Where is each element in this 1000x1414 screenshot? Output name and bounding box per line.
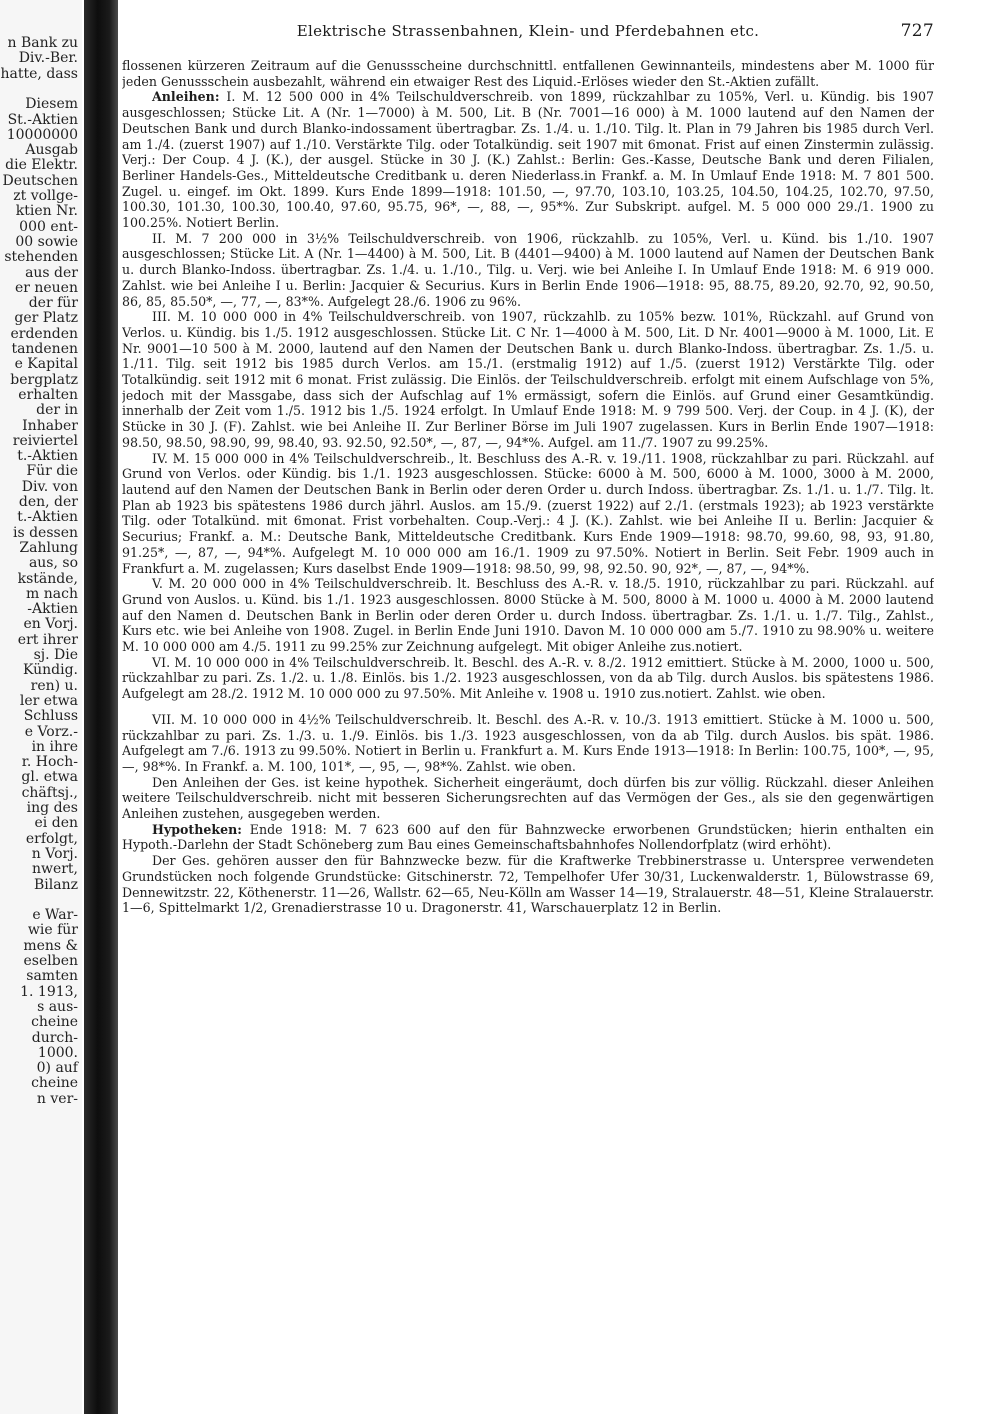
paragraph-text: V. M. 20 000 000 in 4% Teilschuldverschreib. lt. Beschluss des A.-R. v. 18./5. 1910, rückzahlbar zu pari. Rückzahl. auf Grund von Auslos. u. Künd. bis 1./1. 1923 ausgeschlossen. 8000 Stücke à M. 500, 8000 à M. 1000 u. 4000 à M. 2000 lautend auf den Namen d. Deutschen Bank in Berlin oder deren Order u. durch Indoss. übertragbar. Zs. 1./1. u. 1./7. Tilg., Zahlst., Kurs etc. wie bei Anleihe von 1908. Zugel. in Berlin Ende Juni 1910. Davon M. 10 000 000 am 5./7. 1910 zu 98.90% u. weitere M. 10 000 000 am 4./5. 1911 zu 99.25% zur Zeichnung aufgelegt. Mit obiger Anleihe zus.notiert.	[122, 576, 934, 655]
document-page	[122, 16, 934, 1396]
margin-fragment-line: in ihre	[31, 738, 78, 755]
margin-fragment-line: reiviertel	[12, 432, 78, 449]
margin-fragment-line: e War-	[32, 907, 78, 924]
margin-fragment-line: is dessen	[12, 524, 78, 541]
margin-fragment-line: Für die	[26, 463, 78, 480]
paragraph-text: flossenen kürzeren Zeitraum auf die Genussscheine durchschnittl. entfallenen Gewinnanteils, mindestens aber M. 1000 für jeden Genussschein ausbezahlt, während ein etwaiger Rest des Liquid.-Erlöses wieder den St.-Aktien zufällt.	[122, 58, 934, 89]
paragraph	[122, 853, 934, 916]
paragraph-text: I. M. 12 500 000 in 4% Teilschuldverschreib. von 1899, rückzahlbar zu 105%, Verl. u. Kündig. bis 1907 ausgeschlossen; Stücke Lit. A (Nr. 1—7000) à M. 500, Lit. B (Nr. 7001—16 000) à M. 1000 lautend auf den Namen der Deutschen Bank und durch Blanko-indossament übertragbar. Zs. 1./4. u. 1./10. Tilg. lt. Plan in 79 Jahren bis 1985 durch Verl. am 1./4. (zuerst 1907) auf 1./10. Verstärkte Tilg. oder Totalkündig. seit 1907 mit 6monat. Frist auf einen Zinstermin zulässig. Verj.: Der Coup. 4 J. (K.), der ausgel. Stücke in 30 J. (K.) Zahlst.: Berlin: Ges.-Kasse, Deutsche Bank und deren Filialen, Berliner Handels-Ges., Mitteldeutsche Creditbank u. deren Niederlass.in Frankf. a. M. In Umlauf Ende 1918: M. 7 801 500. Zugel. u. eingef. im Okt. 1899. Kurs Ende 1899—1918: 101.50, —, 97.70, 103.10, 103.25, 104.50, 104.25, 102.70, 97.50, 100.30, 101.30, 100.30, 100.40, 97.60, 95.75, 96*, —, 88, —, 95*%. Zur Subskript. aufgel. M. 5 000 000 29./1. 1900 zu 100.25%. Notiert Berlin.	[122, 89, 934, 231]
margin-fragment-line: zt vollge-	[13, 188, 78, 204]
margin-fragment-line: er neuen	[14, 279, 78, 296]
margin-fragment-line: m nach	[26, 585, 78, 602]
margin-fragment-line: erdenden	[10, 325, 78, 342]
paragraph	[122, 89, 934, 230]
margin-fragment-line: erfolgt,	[25, 830, 78, 847]
paragraph	[122, 775, 934, 822]
paragraph-text: Ende 1918: M. 7 623 600 auf den für Bahnzwecke erworbenen Grundstücken; hierin enthalten ein Hypoth.-Darlehn der Stadt Schöneberg zum Bau eines Gemeinschaftsbahnhofes Nollendorfplatz (wird erhöht).	[122, 821, 934, 853]
paragraph	[122, 231, 934, 310]
margin-fragment-line: durch-	[31, 1029, 78, 1046]
paragraph-text: VII. M. 10 000 000 in 4½% Teilschuldverschreib. lt. Beschl. des A.-R. v. 10./3. 1913 emittiert. Stücke à M. 1000 u. 500, rückzahlbar zu pari. Zs. 1./3. u. 1./9. Einlös. bis 1./3. 1923 ausgeschlossen, von da ab Tilg. durch Auslos. bis spät. 1986. Aufgelegt am 7./6. 1913 zu 99.50%. Notiert in Berlin u. Frankfurt a. M. Kurs Ende 1913—1918: In Berlin: 100.75, 100*, —, 95, —, 98*%. In Frankf. a. M. 100, 101*, —, 95, —, 98*%. Zahlst. wie oben.	[122, 711, 934, 774]
paragraph	[122, 712, 934, 775]
margin-fragment-line: samten	[26, 968, 78, 985]
margin-fragment-line: 10000000	[6, 126, 78, 143]
running-head-title: Elektrische Strassenbahnen, Klein- und Pferdebahnen etc.	[296, 22, 760, 40]
adjacent-page-fragment	[0, 0, 82, 1414]
margin-fragment-line: -Aktien	[27, 601, 78, 618]
margin-fragment-line: ktien Nr.	[15, 203, 78, 220]
paragraph-text: IV. M. 15 000 000 in 4% Teilschuldverschreib., lt. Beschluss des A.-R. v. 19./11. 1908, rückzahlbar zu pari. Rückzahl. auf Grund von Verlos. oder Kündig. bis 1./1. 1923 ausgeschlossen. Stücke: 6000 à M. 500, 6000 à M. 1000, 3000 à M. 2000, lautend auf den Namen der Deutschen Bank in Berlin oder deren Order u. durch Indoss. übertragbar. Zs. 1./1. u. 1./7. Tilg. lt. Plan ab 1923 bis spätestens 1986 durch jährl. Auslos. am 15./9. (zuerst 1922) auf 2./1. (erstmals 1923); ab 1923 verstärkte Tilg. oder Totalkünd. mit 6monat. Frist vorbehalten. Coup.-Verj.: 4 J. (K.). Zahlst. wie bei Anleihe II u. Berlin: Jacquier & Securius; Frankf. a. M.: Deutsche Bank, Mitteldeutsche Creditbank. Kurs Ende 1909—1918: 98.70, 99.60, 98, 93, 91.80, 91.25*, —, 87, —, 94*%. Aufgelegt M. 10 000 000 am 16./1. 1909 zu 97.50%. Notiert in Berlin. Seit Febr. 1909 auch in Frankfurt a. M. zugelassen; Kurs daselbst Ende 1909—1918: 98.50, 99, 98, 92.50. 90, 92*, —, 87, —, 94*%.	[122, 450, 934, 576]
margin-fragment-line: stehenden	[4, 249, 78, 266]
margin-fragment-line: 00 sowie	[15, 233, 78, 250]
margin-fragment-line: n ver-	[36, 1090, 78, 1107]
margin-fragment-line: die Elektr.	[5, 157, 78, 174]
section-lead: Anleihen:	[152, 89, 220, 105]
margin-fragment-line: aus der	[25, 264, 78, 281]
margin-fragment-line: 0) auf	[36, 1060, 78, 1077]
margin-fragment-line: 1. 1913,	[20, 983, 78, 1000]
margin-fragment-line: cheine	[31, 1014, 78, 1031]
margin-fragment-line: s aus-	[37, 998, 78, 1015]
margin-fragment-line: Deutschen	[2, 172, 78, 189]
margin-fragment-line: r. Hoch-	[21, 754, 78, 771]
paragraph-text: Den Anleihen der Ges. ist keine hypothek. Sicherheit eingeräumt, doch dürfen bis zur völlig. Rückzahl. dieser Anleihen weitere Teilschuldverschreib. nicht mit besseren Sicherungsrechten auf das Vermögen der Ges., als sie den gegenwärtigen Anleihen zustehen, ausgegeben werden.	[122, 774, 934, 822]
margin-fragment-line: n Bank zu	[7, 35, 78, 51]
paragraph	[122, 451, 934, 577]
paragraph	[122, 58, 934, 89]
margin-fragment-line: ert ihrer	[17, 631, 78, 648]
margin-fragment-line: tandenen	[11, 341, 78, 357]
margin-fragment-line: t.-Aktien	[17, 448, 78, 465]
margin-fragment-line: chäftsj.,	[21, 784, 78, 801]
margin-fragment-line: der in	[36, 402, 78, 419]
margin-fragment-line: 000 ent-	[19, 218, 78, 235]
margin-fragment-line: ler etwa	[19, 692, 78, 709]
body-text	[122, 58, 934, 916]
margin-fragment-line: ger Platz	[14, 310, 78, 327]
paragraph	[122, 309, 934, 450]
margin-fragment-line: der für	[28, 295, 78, 312]
book-gutter	[84, 0, 118, 1414]
margin-fragment-line: e Kapital	[14, 356, 78, 373]
margin-fragment-line: erhalten	[18, 386, 78, 403]
margin-fragment-line: ing des	[26, 800, 78, 816]
margin-fragment-line: den, der	[18, 494, 78, 510]
margin-fragment-line: gl. etwa	[21, 769, 78, 786]
paragraph	[122, 576, 934, 655]
paragraph-text: Der Ges. gehören ausser den für Bahnzwecke bezw. für die Kraftwerke Trebbinerstrasse u. Unterspree verwendeten Grundstücken noch folgende Grundstücke: Gitschinerstr. 72, Tempelhofer Ufer 30/31, Luckenwalderstr. 1, Bülowstrasse 69, Dennewitzstr. 22, Köthenerstr. 11—26, Wallstr. 62—65, Neu-Kölln am Wasser 14—19, Stralauerstr. 48—51, Kleine Stralauerstr. 1—6, Spittelmarkt 1/2, Grenadierstrasse 10 u. Dragonerstr. 41, Warschauerplatz 12 in Berlin.	[122, 853, 934, 916]
margin-fragment-line: cheine	[31, 1075, 78, 1092]
margin-fragment-line: kstände,	[17, 570, 78, 587]
margin-fragment-line: Diesem	[25, 96, 78, 113]
margin-fragment-line: en Vorj.	[23, 616, 78, 633]
margin-fragment-line: Div.-Ber.	[18, 50, 78, 67]
margin-fragment-line: St.-Aktien	[7, 111, 78, 128]
margin-fragment-line: e Vorz.-	[24, 723, 78, 740]
margin-fragment-line: Ausgab	[25, 142, 78, 159]
margin-fragment-line: mens &	[23, 937, 78, 954]
page-number: 727	[900, 21, 934, 41]
spacer	[122, 702, 934, 712]
paragraph	[122, 822, 934, 853]
section-lead: Hypotheken:	[152, 821, 242, 837]
margin-fragment-line: ren) u.	[30, 677, 78, 694]
margin-fragment-line: sj. Die	[33, 647, 78, 663]
margin-fragment-line: eselben	[23, 953, 78, 969]
margin-fragment-line: ei den	[34, 815, 78, 832]
margin-fragment-line: hatte, dass	[0, 65, 78, 82]
margin-fragment-line: n Vorj.	[31, 845, 78, 862]
running-head	[122, 16, 934, 46]
margin-fragment-line: bergplatz	[10, 371, 78, 388]
margin-fragment-line: t.-Aktien	[17, 509, 78, 526]
margin-fragment-line: Kündig.	[22, 662, 78, 679]
margin-fragment-line: Zahlung	[19, 539, 78, 556]
margin-fragment-line: wie für	[27, 922, 78, 939]
paragraph-text: VI. M. 10 000 000 in 4% Teilschuldverschreib. lt. Beschl. des A.-R. v. 8./2. 1912 emittiert. Stücke à M. 2000, 1000 u. 500, rückzahlbar zu pari. Zs. 1./2. u. 1./8. Einlös. bis 1./2. 1923 ausgeschlossen, von da ab Tilg. durch Auslos. bis spätestens 1986. Aufgelegt am 28./2. 1912 M. 10 000 000 zu 97.50%. Mit Anleihe v. 1908 u. 1910 zus.notiert. Zahlst. wie oben.	[122, 654, 934, 702]
margin-fragment-line: Inhaber	[22, 417, 78, 434]
margin-fragment-line: aus, so	[28, 555, 78, 572]
margin-fragment-line: Div. von	[21, 478, 78, 495]
margin-fragment-line: Schluss	[23, 708, 78, 725]
paragraph-text: III. M. 10 000 000 in 4% Teilschuldverschreib. von 1907, rückzahlb. zu 105% bezw. 101%, Rückzahl. auf Grund von Verlos. u. Kündig. bis 1./5. 1912 ausgeschlossen. Stücke Lit. C Nr. 1—4000 à M. 500, Lit. D Nr. 4001—9000 à M. 1000, Lit. E Nr. 9001—10 500 à M. 2000, lautend auf den Namen der Deutschen Bank u. durch Blanko-Indoss. übertragbar. Zs. 1./5. u. 1./11. Tilg. seit 1912 bis 1985 durch Verlos. am 15./1. (erstmalig 1912) auf 1./5. (zuerst 1912) Verstärkte Tilg. oder Totalkündig. seit 1912 mit 6 monat. Frist zulässig. Die Einlös. der Teilschuldverschreib. erfolgt mit einem Aufschlage von 5%, jedoch mit der Massgabe, dass sich der Aufschlag auf 1% ermässigt, sofern die Einlös. auf Grund einer Gesamtkündig. innerhalb der Zeit vom 1./5. 1912 bis 1./5. 1924 erfolgt. In Umlauf Ende 1918: M. 9 799 500. Verj. der Coup. in 4 J. (K), der Stücke in 30 J. (F). Zahlst. wie bei Anleihe II. Zur Berliner Börse im Juli 1907 zugelassen. Kurs in Berlin Ende 1907—1918: 98.50, 98.50, 98.90, 99, 98.40, 93. 92.50, 92.50*, —, 87, —, 94*%. Aufgel. am 11./7. 1907 zu 99.25%.	[122, 309, 934, 450]
margin-fragment-line: Bilanz	[34, 876, 78, 893]
margin-fragment-line: nwert,	[31, 861, 78, 878]
paragraph-text: II. M. 7 200 000 in 3½% Teilschuldverschreib. von 1906, rückzahlb. zu 105%, Verl. u. Künd. bis 1./10. 1907 ausgeschlossen; Stücke Lit. A (Nr. 1—4400) à M. 500, Lit. B (4401—9400) à M. 1000 lautend auf Namen der Deutschen Bank u. durch Blanko-Indoss. übertragbar. Zs. 1./4. u. 1./10., Tilg. u. Verj. wie bei Anleihe I. In Umlauf Ende 1918: M. 6 919 000. Zahlst. wie bei Anleihe I u. Berlin: Jacquier & Securius. Kurs in Berlin Ende 1906—1918: 95, 88.75, 89.20, 92.70, 92, 90.50, 86, 85, 85.50*, —, 77, —, 83*%. Aufgelegt 28./6. 1906 zu 96%.	[122, 230, 934, 309]
margin-fragment-line: 1000.	[37, 1044, 78, 1061]
paragraph	[122, 655, 934, 702]
